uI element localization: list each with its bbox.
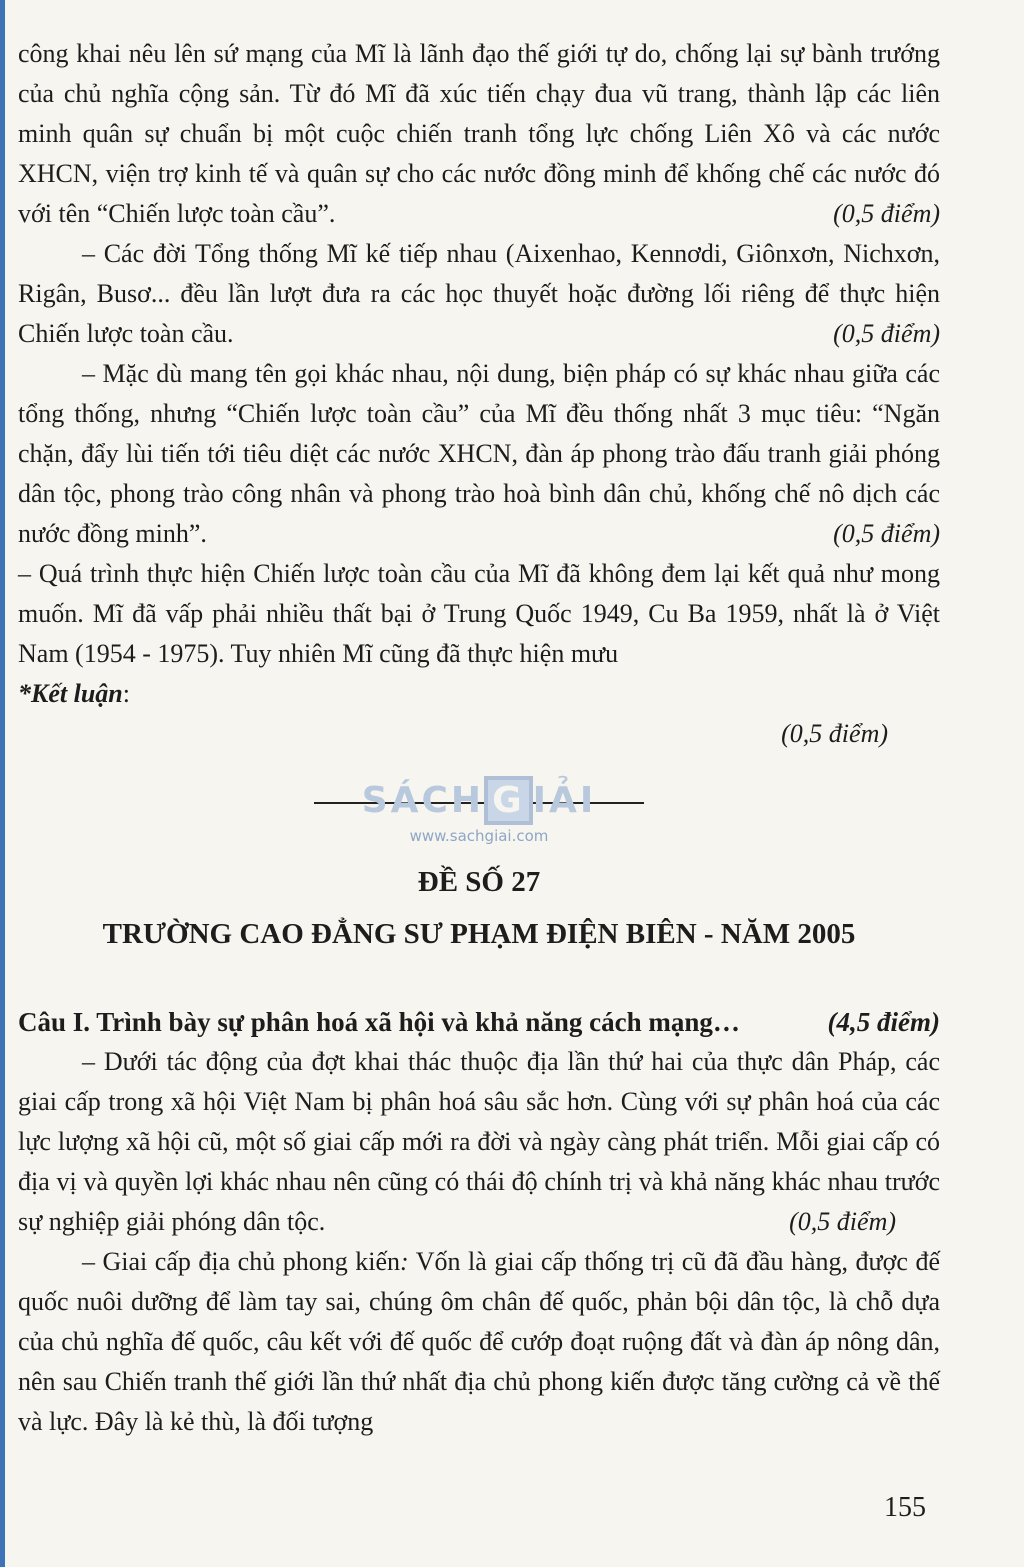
paragraph-text: – Mặc dù mang tên gọi khác nhau, nội dung, biện pháp có sự khác nhau giữa các tổng thống, nhưng “Chiến lược toàn cầu” của Mĩ đều thống nhất 3 mục tiêu: “Ngăn chặn, đẩy lùi tiến tới tiêu diệt các nước XHCN, đàn áp phong trào đấu tranh giải phóng dân tộc, phong trào công nhân và phong trào hoà bình dân chủ, khống chế nô dịch các nước đồng minh”.	[18, 359, 940, 548]
question-heading	[18, 1002, 940, 1042]
watermark-text-left: SÁCH	[361, 780, 485, 821]
paragraph-text: – Quá trình thực hiện Chiến lược toàn cầu của Mĩ đã không đem lại kết quả như mong muốn. Mĩ đã vấp phải nhiều thất bại ở Trung Quốc 1949, Cu Ba 1959, nhất là ở Việt Nam (1954 - 1975). Tuy nhiên Mĩ cũng đã thực hiện mưu	[18, 559, 940, 668]
question-score: (4,5 điểm)	[827, 1007, 940, 1037]
score-label: (0,5 điểm)	[833, 519, 940, 548]
watermark-text-right: IẢI	[532, 780, 597, 821]
paragraph-3	[18, 354, 940, 554]
paragraph-text: Vốn là giai cấp thống trị cũ đã đầu hàng, được đế quốc nuôi dưỡng để làm tay sai, chúng ôm chân đế quốc, phản bội dân tộc, là chỗ dựa của chủ nghĩa đế quốc, câu kết với đế quốc để cướp đoạt ruộng đất và đàn áp nông dân, nên sau Chiến tranh thế giới lần thứ nhất địa chủ phong kiến được tăng cường cả về thế và lực. Đây là kẻ thù, là đối tượng	[18, 1247, 940, 1436]
paragraph-2	[18, 234, 940, 354]
paragraph-text: công khai nêu lên sứ mạng của Mĩ là lãnh đạo thế giới tự do, chống lại sự bành trướng của chủ nghĩa cộng sản. Từ đó Mĩ đã xúc tiến chạy đua vũ trang, thành lập các liên minh quân sự chuẩn bị một cuộc chiến tranh tổng lực chống Liên Xô và các nước XHCN, viện trợ kinh tế và quân sự cho các nước đồng minh để khống chế các nước đó với tên “Chiến lược toàn cầu”.	[18, 39, 940, 228]
conclusion-label: *Kết luận	[18, 679, 123, 708]
watermark-logo	[356, 776, 603, 825]
school-title: TRƯỜNG CAO ĐẲNG SƯ PHẠM ĐIỆN BIÊN - NĂM 2005	[102, 918, 856, 950]
page-edge-bar	[0, 0, 5, 1567]
conclusion-line	[18, 674, 940, 714]
paragraph-text: – Các đời Tổng thống Mĩ kế tiếp nhau (Aixenhao, Kennơdi, Giônxơn, Nichxơn, Rigân, Busơ... đều lần lượt đưa ra các học thuyết hoặc đường lối riêng để thực hiện Chiến lược toàn cầu.	[18, 239, 940, 348]
score-label: (0,5 điểm)	[833, 319, 940, 348]
paragraph-colon: :	[400, 1247, 409, 1276]
paragraph-6	[18, 1242, 940, 1442]
paragraph-5	[18, 1042, 940, 1242]
watermark-box-letter: G	[484, 776, 533, 825]
score-label: (0,5 điểm)	[789, 1207, 896, 1236]
score-label: (0,5 điểm)	[781, 719, 888, 748]
conclusion-colon: :	[122, 679, 130, 708]
paragraph-1	[18, 34, 940, 234]
paragraph-lead: – Giai cấp địa chủ phong kiến	[82, 1247, 401, 1276]
score-label: (0,5 điểm)	[833, 199, 940, 228]
page-number: 155	[884, 1492, 926, 1523]
watermark-url: www.sachgiai.com	[409, 827, 549, 845]
question-text: Câu I. Trình bày sự phân hoá xã hội và khả năng cách mạng…	[18, 1007, 740, 1037]
watermark	[18, 776, 940, 846]
exam-title: ĐỀ SỐ 27	[417, 866, 541, 898]
page-content	[18, 34, 940, 1442]
paragraph-text: – Dưới tác động của đợt khai thác thuộc địa lần thứ hai của thực dân Pháp, các giai cấp trong xã hội Việt Nam bị phân hoá sâu sắc hơn. Cùng với sự phân hoá của các lực lượng xã hội cũ, một số giai cấp mới ra đời và ngày càng phát triển. Mỗi giai cấp có địa vị và quyền lợi khác nhau nên cũng có thái độ chính trị và khả năng khác nhau trước sự nghiệp giải phóng dân tộc.	[18, 1047, 940, 1236]
paragraph-4	[18, 554, 940, 674]
